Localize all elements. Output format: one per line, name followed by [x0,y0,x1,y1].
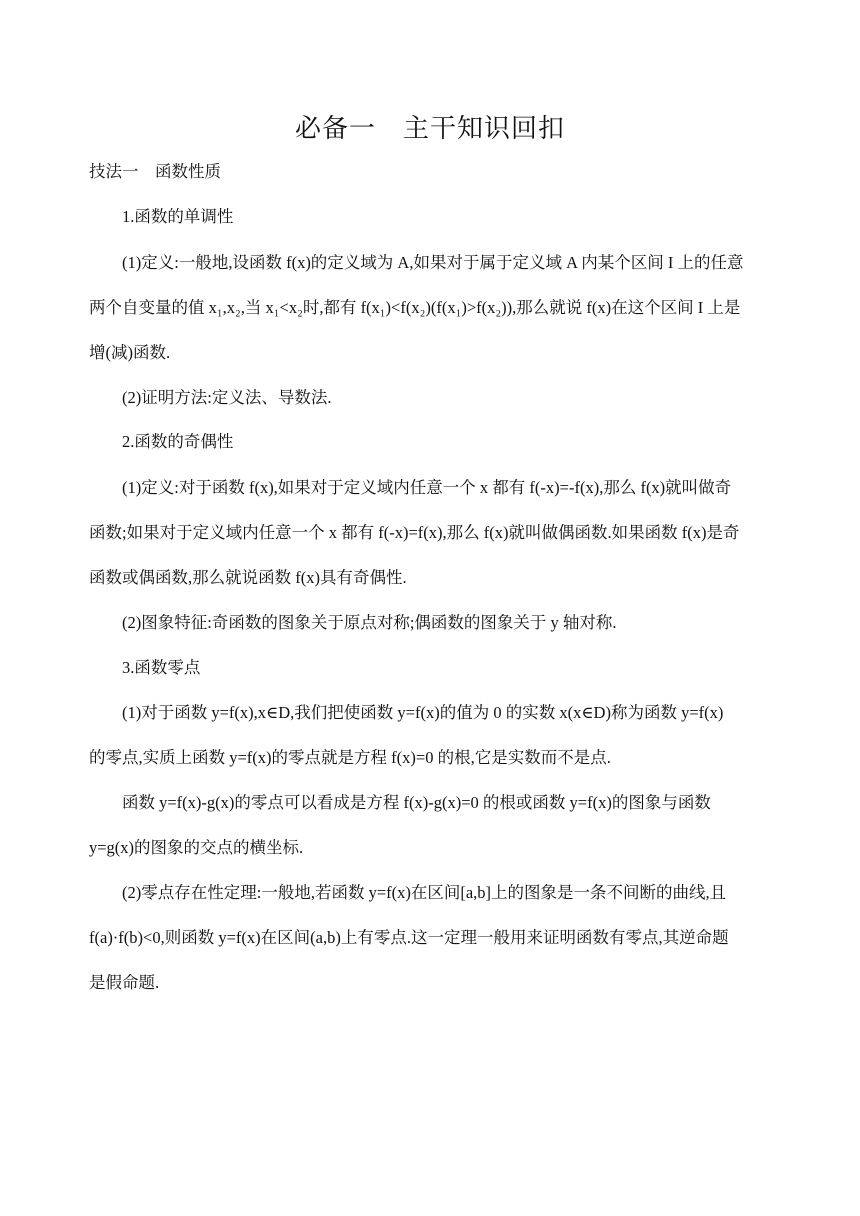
paragraph-line: 函数;如果对于定义域内任意一个 x 都有 f(-x)=f(x),那么 f(x)就叫做偶函数.如果函数 f(x)是奇 [89,523,740,542]
paragraph-line: 的零点,实质上函数 y=f(x)的零点就是方程 f(x)=0 的根,它是实数而不是点. [89,748,611,767]
paragraph-line: 函数或偶函数,那么就说函数 f(x)具有奇偶性. [89,568,407,587]
paragraph-line: (1)定义:一般地,设函数 f(x)的定义域为 A,如果对于属于定义域 A 内某个区间 I 上的任意 [122,253,744,272]
paragraph-line: (1)对于函数 y=f(x),x∈D,我们把使函数 y=f(x)的值为 0 的实数 x(x∈D)称为函数 y=f(x) [122,703,724,722]
paragraph-line: (2)图象特征:奇函数的图象关于原点对称;偶函数的图象关于 y 轴对称. [122,613,617,632]
subsection-heading: 2.函数的奇偶性 [122,432,234,451]
paragraph-line: y=g(x)的图象的交点的横坐标. [89,838,304,857]
paragraph-line: 增(减)函数. [89,343,171,362]
paragraph-line: 是假命题. [89,973,160,992]
paragraph-line: (1)定义:对于函数 f(x),如果对于定义域内任意一个 x 都有 f(-x)=-f(x),那么 f(x)就叫做奇 [122,478,732,497]
paragraph-line: f(a)·f(b)<0,则函数 y=f(x)在区间(a,b)上有零点.这一定理一般用来证明函数有零点,其逆命题 [89,928,729,947]
subsection-heading: 3.函数零点 [122,658,201,677]
page-title: 必备一 主干知识回扣 [294,114,565,144]
subsection-heading: 1.函数的单调性 [122,207,234,226]
section-heading: 技法一 函数性质 [89,162,221,181]
paragraph-line: (2)证明方法:定义法、导数法. [122,388,332,407]
paragraph-line: 两个自变量的值 x₁,x₂,当 x₁<x₂时,都有 f(x₁)<f(x₂)(f(x₁)>f(x₂)),那么就说 f(x)在这个区间 I 上是 [89,298,741,317]
paragraph-line: 函数 y=f(x)-g(x)的零点可以看成是方程 f(x)-g(x)=0 的根或函数 y=f(x)的图象与函数 [122,793,711,812]
paragraph-line: (2)零点存在性定理:一般地,若函数 y=f(x)在区间[a,b]上的图象是一条不间断的曲线,且 [122,883,727,902]
